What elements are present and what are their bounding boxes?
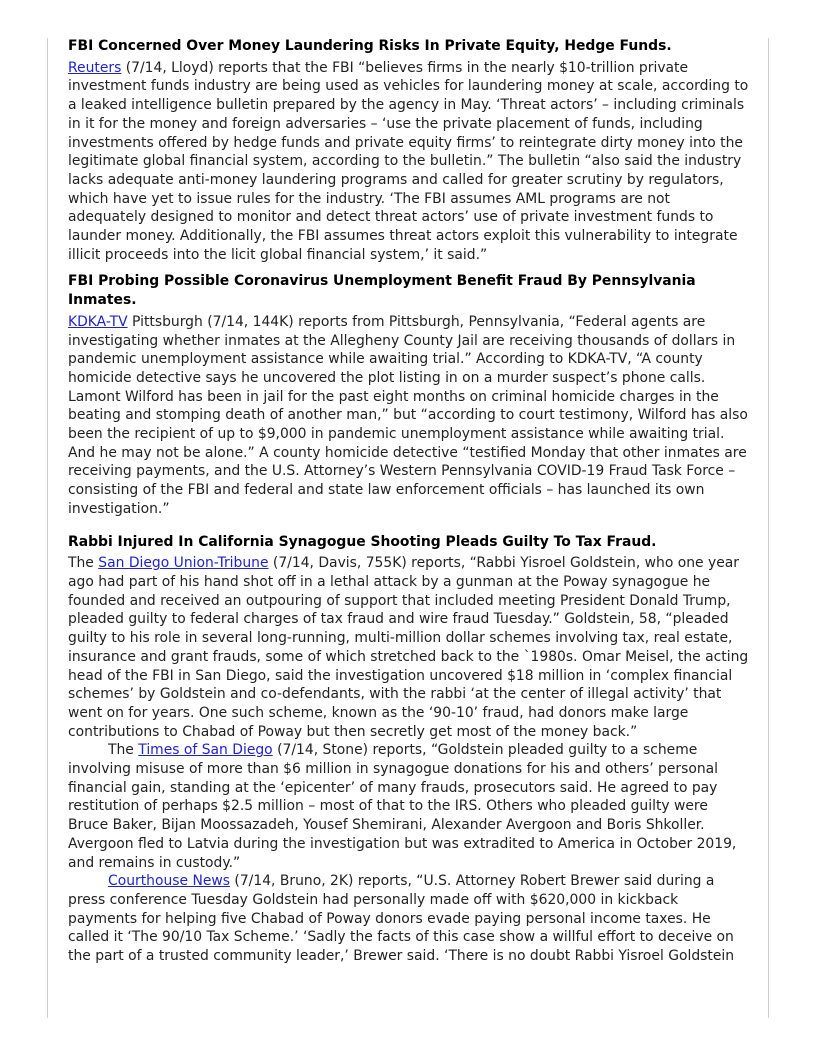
article-headline: FBI Concerned Over Money Laundering Risks In Private Equity, Hedge Funds.	[68, 38, 672, 54]
paragraph-prefix: The	[68, 555, 99, 572]
article-paragraph	[68, 872, 750, 966]
paragraph-text: (7/14, Lloyd) reports that the FBI “believes firms in the nearly $10-trillion private investment funds industry are being used as vehicles for laundering money at scale, according to a leaked intelligence bulletin prepared by the agency in May. ‘Threat actors’ – including criminals in it for the money and foreign adversaries – ‘use the private placement of funds, including investments offered by hedge funds and private equity firms’ to reintegrate dirty money into the legitimate global financial system, according to the bulletin.” The bulletin “also said the industry lacks adequate anti-money laundering programs and called for greater scrutiny by regulators, which have yet to issue rules for the industry. ‘The FBI assumes AML programs are not adequately designed to monitor and detect threat actors’ use of private investment funds to launder money. Additionally, the FBI assumes threat actors exploit this vulnerability to integrate illicit proceeds into the licit global financial system,’ it said.”	[68, 59, 749, 263]
article-rabbi-tax-fraud	[68, 533, 750, 966]
news-brief-page	[68, 37, 750, 974]
article-headline: Rabbi Injured In California Synagogue Shooting Pleads Guilty To Tax Fraud.	[68, 533, 657, 550]
source-link-reuters[interactable]: Reuters	[68, 59, 122, 76]
paragraph-text: (7/14, Davis, 755K) reports, “Rabbi Yisroel Goldstein, who one year ago had part of his hand shot off in a lethal attack by a gunman at the Poway synagogue he founded and received an outpouring of support that included meeting President Donald Trump, pleaded guilty to federal charges of tax fraud and wire fraud Tuesday.” Goldstein, 58, “pleaded guilty to his role in several long-running, multi-million dollar schemes involving tax, real estate, insurance and grant frauds, some of which stretched back to the `1980s. Omar Meisel, the acting head of the FBI in San Diego, said the investigation uncovered $18 million in ‘complex financial schemes’ by Goldstein and co-defendants, with the rabbi ‘at the center of illegal activity’ that went on for years. One such scheme, known as the ‘90-10’ fraud, had donors make large contributions to Chabad of Poway but then secretly get most of the money back.”	[68, 555, 749, 740]
right-margin-rule	[768, 38, 769, 1018]
article-paragraph	[68, 313, 750, 519]
article-paragraph	[68, 59, 750, 265]
article-fbi-money-laundering	[68, 37, 750, 264]
paragraph-prefix: The	[108, 742, 139, 759]
source-link-san-diego-union-tribune[interactable]: San Diego Union-Tribune	[98, 555, 269, 572]
source-link-kdka-tv[interactable]: KDKA-TV	[68, 313, 128, 330]
paragraph-text: Pittsburgh (7/14, 144K) reports from Pittsburgh, Pennsylvania, “Federal agents are investigating whether inmates at the Allegheny County Jail are receiving thousands of dollars in pandemic unemployment assistance while awaiting trial.” According to KDKA-TV, “A county homicide detective says he uncovered the plot listing in on a murder suspect’s phone calls. Lamont Wilford has been in jail for the past eight months on criminal homicide charges in the beating and stomping death of another man,” but “according to court testimony, Wilford has also been the recipient of up to $9,000 in pandemic unemployment assistance while awaiting trial. And he may not be alone.” A county homicide detective “testified Monday that other inmates are receiving payments, and the U.S. Attorney’s Western Pennsylvania COVID-19 Fraud Task Force – consisting of the FBI and federal and state law enforcement officials – has launched its own investigation.”	[68, 313, 748, 517]
article-headline: FBI Probing Possible Coronavirus Unemployment Benefit Fraud By Pennsylvania Inmates.	[68, 273, 696, 309]
article-fbi-unemployment-fraud	[68, 272, 750, 518]
left-margin-rule	[47, 38, 48, 1018]
source-link-times-of-san-diego[interactable]: Times of San Diego	[138, 742, 273, 759]
article-paragraph	[68, 554, 750, 741]
paragraph-text: (7/14, Stone) reports, “Goldstein pleaded guilty to a scheme involving misuse of more than $6 million in synagogue donations for his and others’ personal financial gain, standing at the ‘epicenter’ of many frauds, prosecutors said. He agreed to pay restitution of perhaps $2.5 million – most of that to the IRS. Others who pleaded guilty were Bruce Baker, Bijan Moossazadeh, Yousef Shemirani, Alexander Avergoon and Boris Shkoller. Avergoon fled to Latvia during the investigation but was extradited to America in October 2019, and remains in custody.”	[68, 742, 737, 871]
article-paragraph	[68, 741, 750, 872]
source-link-courthouse-news[interactable]: Courthouse News	[108, 873, 230, 890]
paragraph-text: (7/14, Bruno, 2K) reports, “U.S. Attorney Robert Brewer said during a press conference Tuesday Goldstein had personally made off with $620,000 in kickback payments for helping five Chabad of Poway donors evade paying personal income taxes. He called it ‘The 90/10 Tax Scheme.’ ‘Sadly the facts of this case show a willful effort to deceive on the part of a trusted community leader,’ Brewer said. ‘There is no doubt Rabbi Yisroel Goldstein	[68, 873, 735, 965]
